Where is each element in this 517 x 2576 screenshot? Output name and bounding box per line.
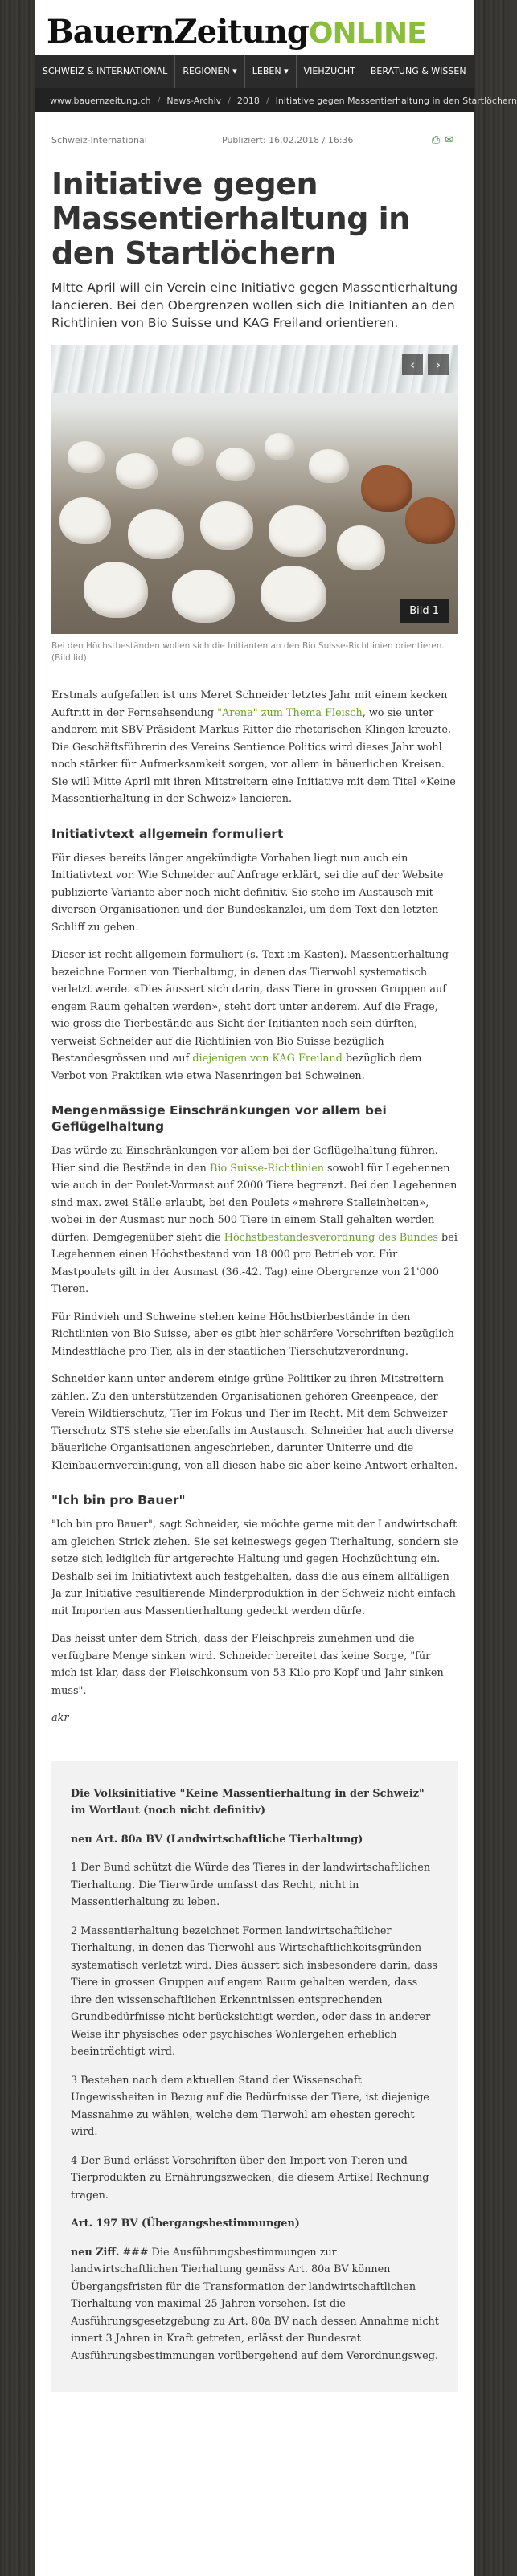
- photo-hen: [269, 505, 326, 557]
- article-title: Initiative gegen Massentierhaltung in den Startlöchern: [51, 166, 410, 271]
- email-icon[interactable]: ✉: [445, 134, 458, 146]
- photo-hen: [309, 449, 349, 483]
- breadcrumb-separator: /: [228, 95, 231, 106]
- box-clause: 1 Der Bund schützt die Würde des Tieres in der landwirtschaftlichen Tierhaltung. Die Tierwürde umfasst das Recht, nicht in Massentierhaltung zu leben.: [71, 1862, 431, 1908]
- subheading-initiativtext: Initiativtext allgemein formuliert: [51, 826, 284, 841]
- page: [35, 0, 517, 2576]
- photo-hen: [84, 562, 148, 618]
- breadcrumb-home[interactable]: www.bauernzeitung.ch: [50, 95, 151, 106]
- slider-controls: [402, 354, 449, 375]
- photo-hen: [172, 570, 235, 623]
- hoechstbestand-link[interactable]: Höchstbestandesverordnung des Bundes: [224, 1231, 438, 1244]
- wood-background-left: [0, 0, 35, 2576]
- photo-hen: [216, 448, 255, 481]
- prev-arrow-icon[interactable]: ‹: [402, 354, 423, 375]
- box-article-heading: Art. 197 BV (Übergangsbestimmungen): [71, 2218, 300, 2230]
- nav-item-regionen[interactable]: REGIONEN ▾: [175, 55, 244, 88]
- nav-item-leben[interactable]: LEBEN ▾: [245, 55, 297, 88]
- breadcrumb-separator: /: [265, 95, 269, 106]
- article-photo[interactable]: [51, 345, 458, 634]
- photo-hen: [261, 566, 326, 622]
- box-clause: neu Ziff. ### Die Ausführungsbestimmungen zur landwirtschaftlichen Tierhaltung gemäss Art. 80a BV können Übergangsfristen für die Transformation der landwirtschaftlichen Tierhaltung von maximal 25 Jahren vorsehen. Ist die Ausführungsgesetzgebung zu Art. 80a BV nach dessen Annahme nicht innert 3 Jahren in Kraft getreten, erlässt der Bundesrat Ausführungsbestimmungen vorübergehend auf dem Verordnungsweg.: [71, 2246, 439, 2362]
- logo-brand: BauernZeitung: [47, 13, 309, 51]
- photo-hen: [361, 465, 412, 512]
- breadcrumb: [35, 88, 517, 112]
- photo-ceiling: [51, 345, 458, 393]
- photo-hen: [172, 437, 204, 466]
- arena-link[interactable]: "Arena" zum Thema Fleisch: [217, 706, 363, 719]
- photo-caption: Bei den Höchstbeständen wollen sich die Initianten an den Bio Suisse-Richtlinien orientieren. (Bild lid): [51, 641, 445, 663]
- nav-item-schweiz-international[interactable]: SCHWEIZ & INTERNATIONAL: [35, 55, 175, 88]
- breadcrumb-year[interactable]: 2018: [236, 95, 260, 106]
- subheading-pro-bauer: "Ich bin pro Bauer": [51, 1493, 186, 1507]
- publish-date: Publiziert: 16.02.2018 / 16:36: [222, 135, 354, 145]
- article-meta: [51, 132, 458, 149]
- box-clause: 4 Der Bund erlässt Vorschriften über den Import von Tieren und Tierprodukten zu Ernährungszwecken, die diesem Artikel Rechnung tragen.: [71, 2154, 429, 2202]
- paragraph: Erstmals aufgefallen ist uns Meret Schneider letztes Jahr mit einem kecken Auftritt in der Fernsehsendung "Arena" zum Thema Fleisch, wo sie unter anderem mit SBV-Präsident Markus Ritter die rhetorischen Klingen kreuzte. Die Geschäftsführerin des Vereins Sentience Politics wird dieses Jahr wohl noch stärker für Aufmerksamkeit sorgen, vor allem in bäuerlichen Kreisen. Sie will Mitte April mit ihren Mitstreitern eine Initiative mit dem Titel «Keine Massentierhaltung in der Schweiz» lancieren.: [51, 689, 456, 805]
- subheading-gefluegel: Mengenmässige Einschränkungen vor allem bei Geflügelhaltung: [51, 1103, 387, 1134]
- photo-hen: [337, 525, 385, 570]
- site-logo[interactable]: [35, 0, 474, 55]
- photo-hen: [405, 497, 455, 544]
- paragraph: Für Rindvieh und Schweine stehen keine Höchstbierbestände in den Richtlinien von Bio Suisse, aber es gibt hier schärfere Vorschriften bezüglich Mindestfläche pro Tier, als in der staatlichen Tierschutzverordnung.: [51, 1310, 454, 1358]
- nav-item-viehzucht[interactable]: VIEHZUCHT: [297, 55, 363, 88]
- paragraph: Das heisst unter dem Strich, dass der Fleischpreis zunehmen und die verfügbare Menge sinken wird. Schneider bereitet das keine Sorge, "für mich ist klar, dass der Fleischkonsum von 53 Kilo pro Kopf und Jahr sinken muss".: [51, 1633, 444, 1697]
- box-title: Die Volksinitiative "Keine Massentierhaltung in der Schweiz" im Wortlaut (noch nicht definitiv): [71, 1787, 425, 1817]
- article-lead: Mitte April will ein Verein eine Initiative gegen Massentierhaltung lancieren. Bei den Obergrenzen wollen sich die Initianten an den Richtlinien von Bio Suisse und KAG Freiland orientieren.: [51, 280, 458, 330]
- box-clause: 3 Bestehen nach dem aktuellen Stand der Wissenschaft Ungewissheiten in Bezug auf die Bedürfnisse der Tiere, ist diejenige Massnahme zu wählen, welche dem Tierwohl am ehesten gerecht wird.: [71, 2074, 429, 2138]
- paragraph: Schneider kann unter anderem einige grüne Politiker zu ihren Mitstreitern zählen. Zu den unterstützenden Organisationen gehören Greenpeace, der Verein Wildtierschutz, Tier im Fokus und Tier im Recht. Mit dem Schweizer Tierschutz STS stehe sie ebenfalls im Austausch. Schneider hat auch diverse bäuerliche Organisationen angeschrieben, darunter Uniterre und die Kleinbauernvereinigung, von all diesen habe sie aber keine Antwort erhalten.: [51, 1373, 458, 1472]
- print-icon[interactable]: ⎙: [431, 134, 445, 146]
- box-article-heading: neu Art. 80a BV (Landwirtschaftliche Tierhaltung): [71, 1833, 363, 1846]
- image-counter: Bild 1: [400, 599, 449, 623]
- kag-freiland-link[interactable]: diejenigen von KAG Freiland: [192, 1053, 343, 1065]
- paragraph: "Ich bin pro Bauer", sagt Schneider, sie möchte gerne mit der Landwirtschaft am gleichen Strick ziehen. Sie sei keineswegs gegen Tierhaltung, sondern sie setze sich lediglich für artgerechte Haltung und gegen Hochzüchtung ein. Deshalb sei im Initiativtext auch festgehalten, dass die aus einem allfälligen Ja zur Initiative resultierende Minderproduktion in der Schweiz nicht einfach mit Importen aus Massentierhaltung gedeckt werden dürfe.: [51, 1519, 458, 1617]
- paragraph: Für dieses bereits länger angekündigte Vorhaben liegt nun auch ein Initiativtext vor. Wie Schneider auf Anfrage erklärt, sei die auf der Website publizierte Variante aber noch nicht definitiv. Sie stehe im Austausch mit diversen Organisationen und der Bundeskanzlei, um dem Text den letzten Schliff zu geben.: [51, 852, 444, 934]
- paragraph: Das würde zu Einschränkungen vor allem bei der Geflügelhaltung führen. Hier sind die Bestände in den Bio Suisse-Richtlinien sowohl für Legehennen wie auch in der Poulet-Vormast auf 2000 Tiere begrenzt. Bei den Legehennen sind max. zwei Ställe erlaubt, bei den Poulets «mehrere Stalleinheiten», wobei in der Ausmast nur noch 500 Tiere in einem Stall gehalten werden dürfen. Demgegenüber sieht die Höchstbestandesverordnung des Bundes bei Legehennen einen Höchstbestand von 18'000 pro Betrieb vor. Für Mastpoulets gilt in der Ausmast (36.-42. Tag) eine Obergrenze von 21'000 Tieren.: [51, 1145, 458, 1295]
- photo-hen: [116, 453, 158, 489]
- article-body: [51, 687, 458, 1728]
- share-icons: [432, 134, 458, 146]
- breadcrumb-separator: /: [157, 95, 161, 106]
- wood-background-right: [474, 0, 510, 2576]
- photo-hen: [265, 433, 295, 460]
- breadcrumb-news-archiv[interactable]: News-Archiv: [166, 95, 222, 106]
- breadcrumb-current: Initiative gegen Massentierhaltung in den Startlöchern: [275, 95, 517, 106]
- photo-hen: [128, 509, 184, 559]
- bio-suisse-link[interactable]: Bio Suisse-Richtlinien: [209, 1162, 324, 1175]
- next-arrow-icon[interactable]: ›: [428, 354, 449, 375]
- photo-hen: [59, 497, 111, 544]
- main-navigation: [35, 55, 474, 88]
- logo-suffix: ONLINE: [308, 17, 426, 50]
- photo-hen: [68, 441, 105, 473]
- box-clause: 2 Massentierhaltung bezeichnet Formen landwirtschaftlicher Tierhaltung, in denen das Tierwohl aus Wirtschaftlichkeitsgründen systematisch verletzt wird. Dies äussert sich insbesondere darin, dass Tiere in grossen Gruppen auf engem Raum gehalten werden, dass ihre den wissenschaftlichen Erkenntnissen entsprechenden Grundbedürfnisse nicht berücksichtigt werden, oder dass in anderer Weise ihr physisches oder psychisches Wohlergehen erheblich beeinträchtigt wird.: [71, 1924, 437, 2058]
- photo-hen: [200, 501, 253, 550]
- initiative-text-box: [51, 1761, 458, 2393]
- nav-item-beratung-wissen[interactable]: BERATUNG & WISSEN: [363, 55, 474, 88]
- author-signature: akr: [51, 1712, 69, 1724]
- article-category[interactable]: Schweiz-International: [51, 135, 147, 145]
- paragraph: Dieser ist recht allgemein formuliert (s. Text im Kasten). Massentierhaltung bezeichne Formen von Tierhaltung, in denen das Tierwohl systematisch verletzt werde. «Dies äussert sich darin, dass Tiere in grossen Gruppen auf engem Raum gehalten werden», steht dort unter anderem. Auf die Frage, wie gross die Tierbestände aus Sicht der Initianten noch sein dürften, verweist Schneider auf die Richtlinien von Bio Suisse bezüglich Bestandesgrössen und auf diejenigen von KAG Freiland bezüglich dem Verbot von Praktiken wie etwa Nasenringen bei Schweinen.: [51, 949, 449, 1082]
